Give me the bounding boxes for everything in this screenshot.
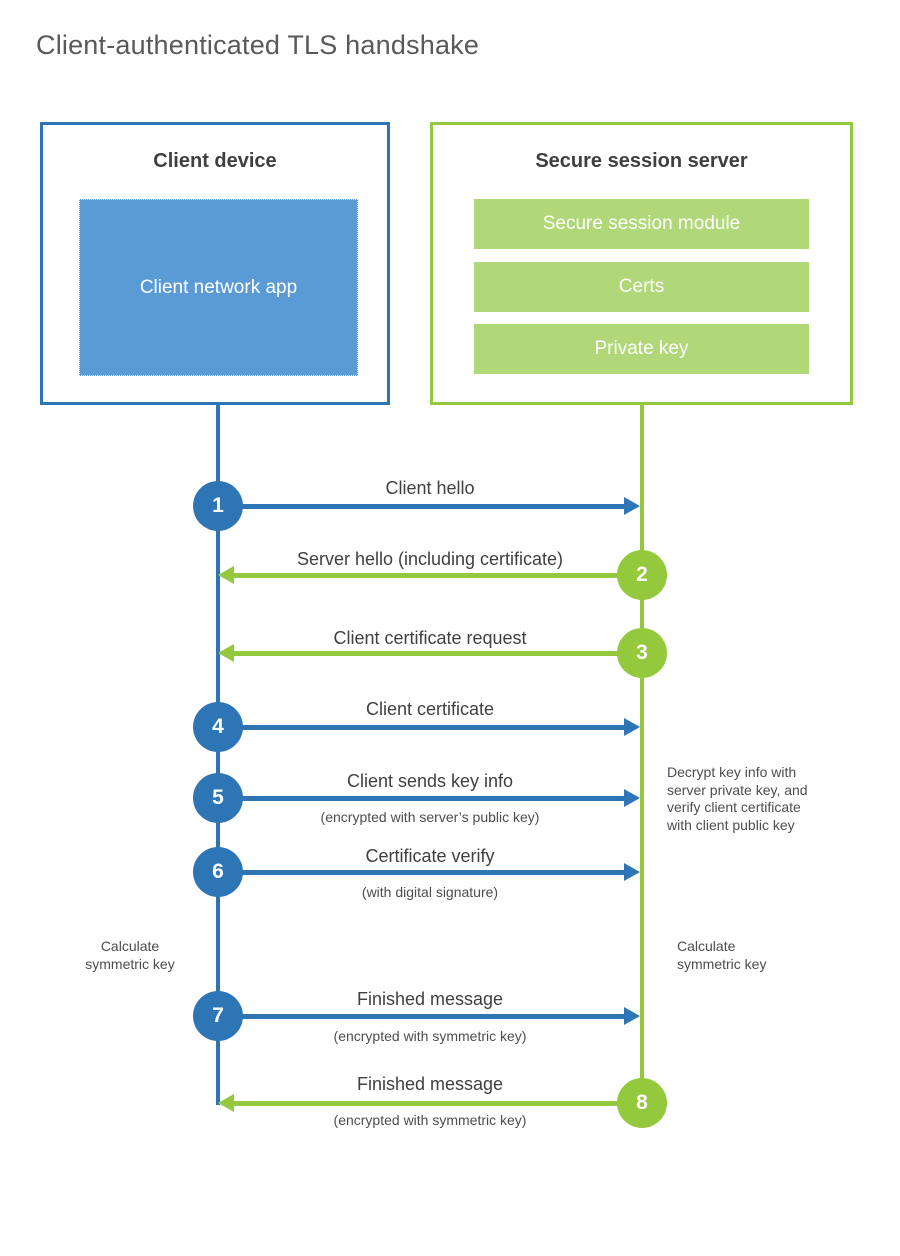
step-3-circle: 3 — [617, 628, 667, 678]
step-8-arrowhead-icon — [218, 1094, 234, 1112]
step-5-label: Client sends key info — [346, 771, 514, 791]
client-device-title: Client device — [153, 150, 277, 172]
server-private-key-bar: Private key — [474, 324, 809, 374]
step-5-arrow-line — [218, 796, 625, 801]
calc-left-line: Calculate — [100, 938, 160, 954]
step-7-arrowhead-icon — [624, 1007, 640, 1025]
decrypt-note-line: with client public key — [667, 816, 795, 833]
client-network-app-box — [79, 199, 358, 376]
decrypt-note-line: server private key, and — [667, 781, 808, 798]
step-7-arrow-line — [218, 1014, 625, 1019]
step-1-circle: 1 — [193, 481, 243, 531]
step-2-circle: 2 — [617, 550, 667, 600]
calc-right-line: Calculate — [677, 938, 736, 954]
step-1-arrowhead-icon — [624, 497, 640, 515]
server-certs-bar: Certs — [474, 262, 809, 312]
step-4-arrow-line — [218, 725, 625, 730]
step-1-arrow-line — [218, 504, 625, 509]
step-3-label: Client certificate request — [333, 628, 527, 648]
step-6-arrow-line — [218, 870, 625, 875]
step-7-circle: 7 — [193, 991, 243, 1041]
step-8-circle: 8 — [617, 1078, 667, 1128]
step-4-arrowhead-icon — [624, 718, 640, 736]
page-title: Client-authenticated TLS handshake — [36, 30, 480, 60]
calc-right-line: symmetric key — [677, 955, 767, 972]
step-5-circle: 5 — [193, 773, 243, 823]
step-4-label: Client certificate — [365, 699, 495, 719]
step-2-arrow-line — [233, 573, 642, 578]
step-5-arrowhead-icon — [624, 789, 640, 807]
step-7-sublabel: (encrypted with symmetric key) — [333, 1028, 527, 1044]
step-8-arrow-line — [233, 1101, 642, 1106]
step-7-label: Finished message — [356, 989, 504, 1009]
secure-session-server-title: Secure session server — [535, 150, 748, 172]
calculate-symmetric-key-note-right — [677, 938, 807, 973]
server-lifeline — [640, 405, 644, 1103]
step-6-arrowhead-icon — [624, 863, 640, 881]
step-5-sublabel: (encrypted with server’s public key) — [320, 809, 540, 825]
step-8-label: Finished message — [356, 1074, 504, 1094]
step-2-arrowhead-icon — [218, 566, 234, 584]
step-6-circle: 6 — [193, 847, 243, 897]
step-3-arrowhead-icon — [218, 644, 234, 662]
server-module-bar: Secure session module — [474, 199, 809, 249]
step-8-sublabel: (encrypted with symmetric key) — [333, 1112, 527, 1128]
step-2-label: Server hello (including certificate) — [296, 549, 564, 569]
client-device-box — [40, 122, 390, 405]
step-6-label: Certificate verify — [365, 846, 495, 866]
decrypt-note-line: verify client certificate — [667, 799, 801, 815]
calculate-symmetric-key-note-left — [72, 938, 188, 973]
step-3-arrow-line — [233, 651, 642, 656]
secure-session-server-box — [430, 122, 853, 405]
step-6-sublabel: (with digital signature) — [361, 884, 499, 900]
client-network-app-label: Client network app — [139, 276, 298, 298]
calc-left-line: symmetric key — [85, 955, 175, 972]
step-4-circle: 4 — [193, 702, 243, 752]
decrypt-note-line: Decrypt key info with — [667, 764, 797, 780]
decrypt-note — [667, 764, 837, 834]
step-1-label: Client hello — [385, 478, 475, 498]
